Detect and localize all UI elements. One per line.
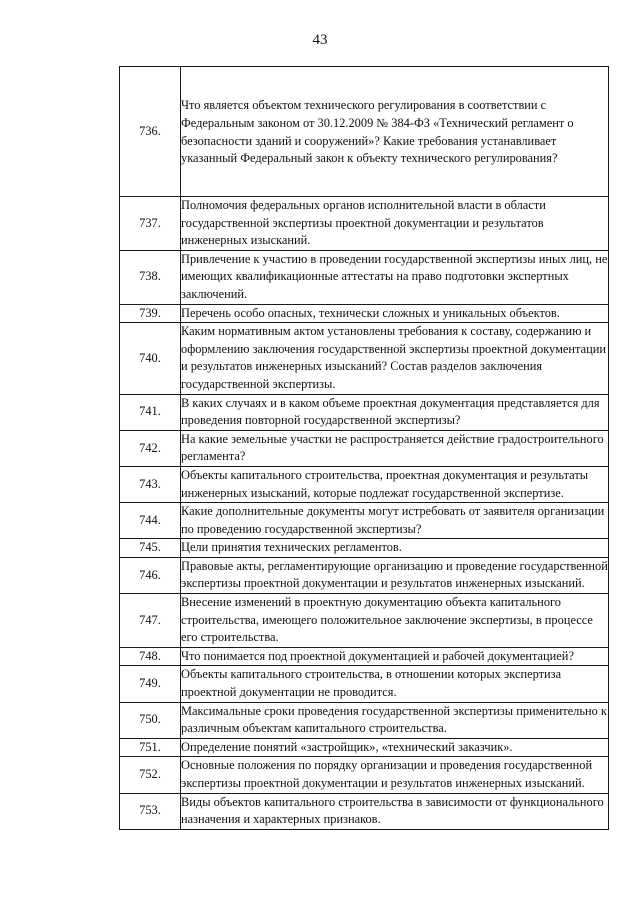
question-text: Объекты капитального строительства, проектная документация и результаты инженерных изысканий, которые подлежат государственной экспертизе. <box>181 466 609 502</box>
table-row <box>120 250 609 304</box>
table-row <box>120 503 609 539</box>
question-text: На какие земельные участки не распространяется действие градостроительного регламента? <box>181 430 609 466</box>
table-row <box>120 430 609 466</box>
question-text: Цели принятия технических регламентов. <box>181 539 609 558</box>
question-number: 749. <box>120 666 181 702</box>
table-row <box>120 557 609 593</box>
question-number: 738. <box>120 250 181 304</box>
question-text: Виды объектов капитального строительства в зависимости от функционального назначения и характерных признаков. <box>181 793 609 829</box>
question-text: Максимальные сроки проведения государственной экспертизы применительно к различным объектам капитального строительства. <box>181 702 609 738</box>
question-number: 753. <box>120 793 181 829</box>
table-row <box>120 394 609 430</box>
question-text: Каким нормативным актом установлены требования к составу, содержанию и оформлению заключения государственной экспертизы проектной документации и результатов инженерных изысканий? Состав разделов заключения государственной экспертизы. <box>181 323 609 394</box>
table-row <box>120 793 609 829</box>
question-text: Полномочия федеральных органов исполнительной власти в области государственной экспертизы проектной документации и результатов инженерных изысканий. <box>181 197 609 251</box>
question-number: 746. <box>120 557 181 593</box>
question-text: Что является объектом технического регулирования в соответствии с Федеральным законом от 30.12.2009 № 384-ФЗ «Технический регламент о безопасности зданий и сооружений»? Какие требования устанавливает указанный Федеральный закон к объекту технического регулирования? <box>181 67 609 197</box>
question-number: 737. <box>120 197 181 251</box>
question-number: 741. <box>120 394 181 430</box>
table-row <box>120 304 609 323</box>
question-number: 748. <box>120 647 181 666</box>
question-number: 742. <box>120 430 181 466</box>
question-text: Перечень особо опасных, технически сложных и уникальных объектов. <box>181 304 609 323</box>
page-number: 43 <box>312 32 328 48</box>
table-row <box>120 647 609 666</box>
table-row <box>120 594 609 648</box>
table-row <box>120 67 609 197</box>
question-number: 740. <box>120 323 181 394</box>
table-row <box>120 539 609 558</box>
question-text: Правовые акты, регламентирующие организацию и проведение государственной экспертизы проектной документации и результатов инженерных изысканий. <box>181 557 609 593</box>
question-number: 744. <box>120 503 181 539</box>
question-text: Какие дополнительные документы могут истребовать от заявителя организации по проведению государственной экспертизы? <box>181 503 609 539</box>
question-number: 747. <box>120 594 181 648</box>
table-row <box>120 197 609 251</box>
question-text: В каких случаях и в каком объеме проектная документация представляется для проведения повторной государственной экспертизы? <box>181 394 609 430</box>
question-number: 745. <box>120 539 181 558</box>
table-row <box>120 466 609 502</box>
question-number: 739. <box>120 304 181 323</box>
table-row <box>120 757 609 793</box>
table-row <box>120 666 609 702</box>
question-text: Привлечение к участию в проведении государственной экспертизы иных лиц, не имеющих квалификационные аттестаты на право подготовки экспертных заключений. <box>181 250 609 304</box>
question-text: Определение понятий «застройщик», «технический заказчик». <box>181 738 609 757</box>
question-number: 750. <box>120 702 181 738</box>
questions-table <box>119 66 609 830</box>
question-number: 752. <box>120 757 181 793</box>
question-text: Внесение изменений в проектную документацию объекта капитального строительства, имеющего положительное заключение экспертизы, в процессе его строительства. <box>181 594 609 648</box>
question-text: Основные положения по порядку организации и проведения государственной экспертизы проектной документации и результатов инженерных изысканий. <box>181 757 609 793</box>
question-number: 736. <box>120 67 181 197</box>
question-text: Объекты капитального строительства, в отношении которых экспертиза проектной документации не проводится. <box>181 666 609 702</box>
question-number: 751. <box>120 738 181 757</box>
table-row <box>120 738 609 757</box>
table-row <box>120 323 609 394</box>
question-number: 743. <box>120 466 181 502</box>
question-text: Что понимается под проектной документацией и рабочей документацией? <box>181 647 609 666</box>
table-row <box>120 702 609 738</box>
